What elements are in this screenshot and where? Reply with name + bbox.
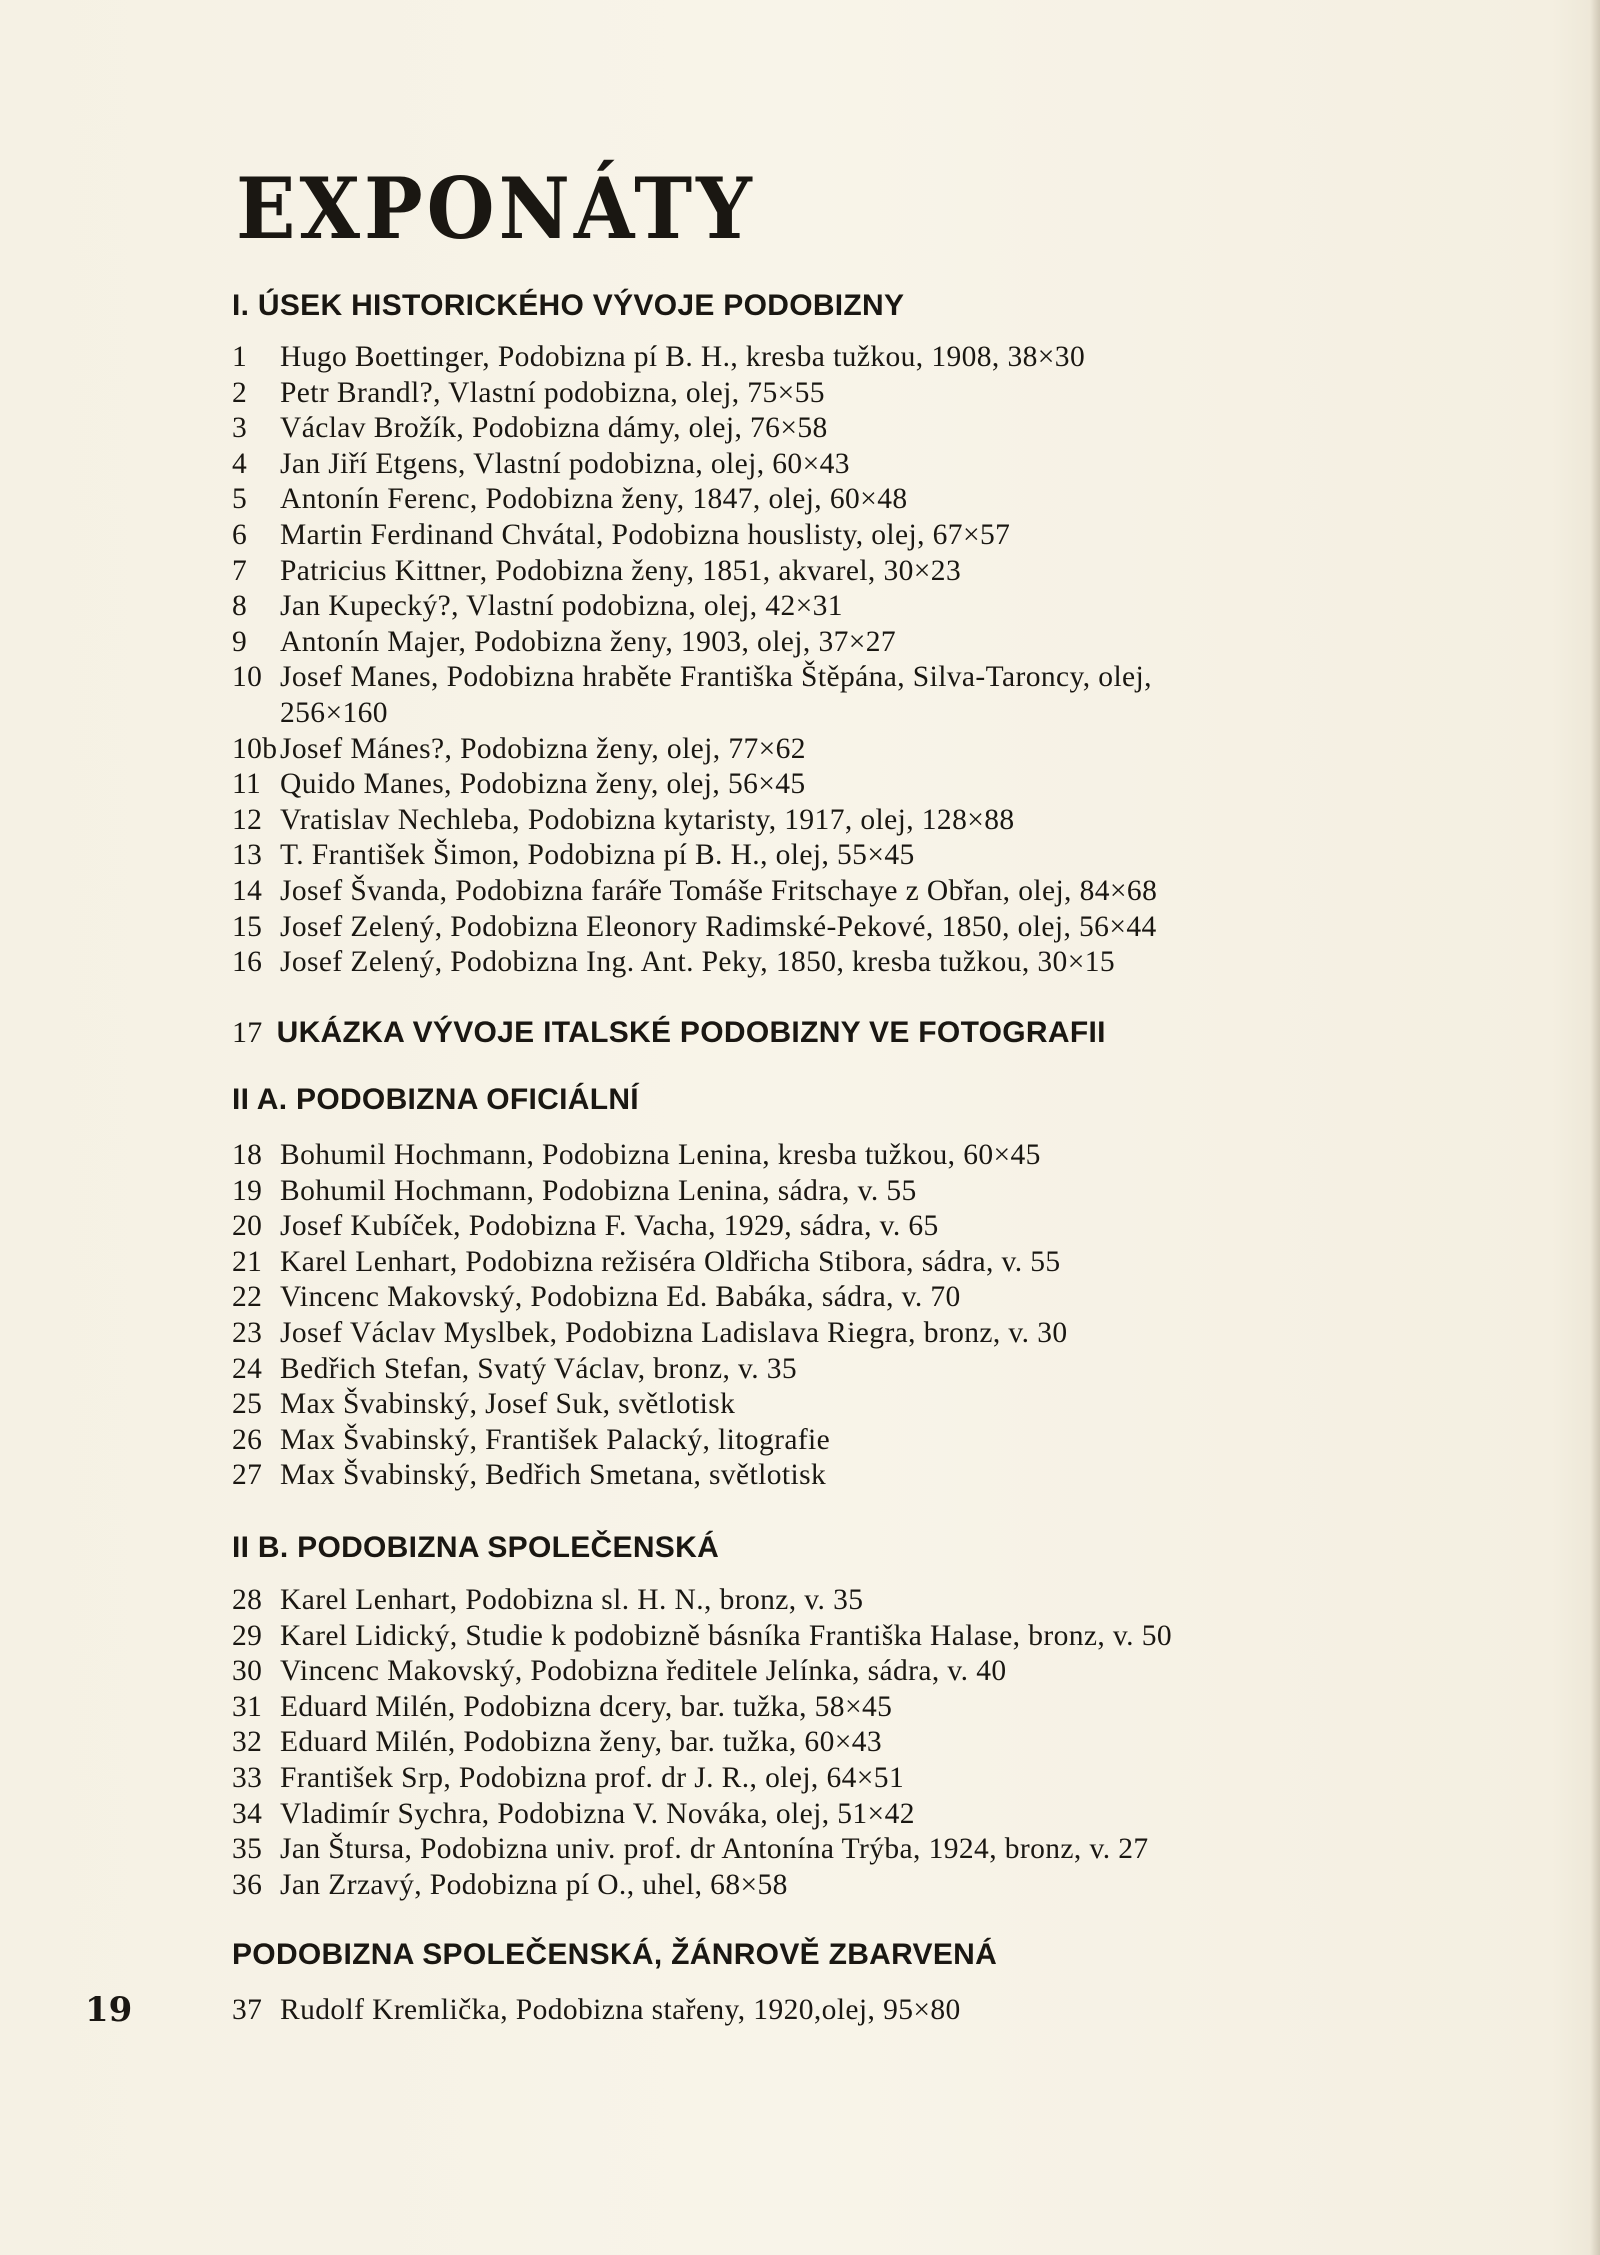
exhibit-entry <box>232 1209 1068 1245</box>
exhibit-entry <box>232 482 1157 518</box>
page-title: EXPONÁTY <box>236 160 756 259</box>
exhibit-number: 13 <box>232 839 263 872</box>
exhibit-description: Patricius Kittner, Podobizna ženy, 1851, akvarel, 30×23 <box>280 554 962 587</box>
exhibit-description: Karel Lenhart, Podobizna sl. H. N., bronz, v. 35 <box>280 1584 864 1616</box>
exhibit-number: 12 <box>232 803 263 836</box>
exhibit-number: 29 <box>232 1619 263 1652</box>
exhibit-number: 31 <box>232 1690 263 1723</box>
exhibit-description: Max Švabinský, František Palacký, litografie <box>280 1423 831 1456</box>
exhibit-entry <box>232 660 1157 731</box>
section-heading-official: II A. PODOBIZNA OFICIÁLNÍ <box>232 1083 639 1116</box>
section-heading-historical: I. ÚSEK HISTORICKÉHO VÝVOJE PODOBIZNY <box>232 289 905 322</box>
exhibit-description: T. František Šimon, Podobizna pí B. H., olej, 55×45 <box>280 839 915 872</box>
section-number: 17 <box>232 1016 263 1049</box>
exhibit-number: 11 <box>232 768 262 801</box>
exhibit-number: 2 <box>232 376 248 409</box>
exhibit-number: 36 <box>232 1868 263 1901</box>
exhibit-number: 5 <box>232 483 248 516</box>
exhibit-entry <box>232 1690 1172 1726</box>
exhibit-entry <box>232 518 1157 554</box>
exhibit-number: 4 <box>232 447 248 480</box>
exhibit-entry <box>232 803 1157 839</box>
exhibit-entry <box>232 1725 1172 1761</box>
exhibit-number: 3 <box>232 412 248 445</box>
exhibit-entry <box>232 554 1157 590</box>
exhibit-description: Vincenc Makovský, Podobizna ředitele Jelínka, sádra, v. 40 <box>280 1655 1007 1688</box>
exhibit-number: 28 <box>232 1584 263 1616</box>
exhibit-description: Josef Mánes?, Podobizna ženy, olej, 77×62 <box>280 732 806 765</box>
exhibit-number: 16 <box>232 946 263 979</box>
exhibit-entry <box>232 1316 1068 1352</box>
exhibit-number: 33 <box>232 1761 263 1794</box>
exhibit-description: Quido Manes, Podobizna ženy, olej, 56×45 <box>280 768 806 801</box>
exhibit-description: Bohumil Hochmann, Podobizna Lenina, sádra, v. 55 <box>280 1174 917 1207</box>
exhibit-number: 1 <box>232 341 248 373</box>
page-edge-shadow <box>1590 0 1600 2255</box>
exhibit-description: Jan Zrzavý, Podobizna pí O., uhel, 68×58 <box>280 1868 788 1901</box>
exhibit-entry <box>232 732 1157 768</box>
exhibit-entry <box>232 838 1157 874</box>
exhibit-description: Jan Kupecký?, Vlastní podobizna, olej, 42×31 <box>280 590 843 623</box>
exhibit-entry <box>232 376 1157 412</box>
exhibit-entry <box>232 411 1157 447</box>
exhibit-number: 27 <box>232 1459 263 1492</box>
exhibit-number: 37 <box>232 1994 263 2026</box>
exhibit-number: 20 <box>232 1210 263 1243</box>
list-historical <box>232 340 1157 981</box>
exhibit-entry <box>232 1280 1068 1316</box>
exhibit-number: 6 <box>232 518 248 551</box>
exhibit-entry <box>232 1797 1172 1833</box>
exhibit-description: Martin Ferdinand Chvátal, Podobizna houslisty, olej, 67×57 <box>280 518 1011 551</box>
exhibit-entry <box>232 945 1157 981</box>
exhibit-description-continuation: 256×160 <box>280 696 388 729</box>
exhibit-description: Jan Jiří Etgens, Vlastní podobizna, olej, 60×43 <box>280 447 850 480</box>
exhibit-entry <box>232 1654 1172 1690</box>
list-genre <box>232 1993 961 2029</box>
exhibit-number: 22 <box>232 1281 263 1314</box>
exhibit-entry <box>232 910 1157 946</box>
exhibit-description: Josef Švanda, Podobizna faráře Tomáše Fritschaye z Obřan, olej, 84×68 <box>280 874 1158 907</box>
exhibit-description: Karel Lidický, Studie k podobizně básníka Františka Halase, bronz, v. 50 <box>280 1619 1173 1652</box>
exhibit-number: 14 <box>232 874 263 907</box>
exhibit-description: Jan Štursa, Podobizna univ. prof. dr Antonína Trýba, 1924, bronz, v. 27 <box>280 1833 1149 1866</box>
exhibit-description: Max Švabinský, Josef Suk, světlotisk <box>280 1388 736 1421</box>
page-number: 19 <box>85 1990 133 2030</box>
exhibit-description: Karel Lenhart, Podobizna režiséra Oldřicha Stibora, sádra, v. 55 <box>280 1245 1061 1278</box>
exhibit-description: Josef Zelený, Podobizna Eleonory Radimské-Pekové, 1850, olej, 56×44 <box>280 910 1157 943</box>
exhibit-description: Bedřich Stefan, Svatý Václav, bronz, v. 35 <box>280 1352 798 1385</box>
exhibit-number: 30 <box>232 1655 263 1688</box>
section-heading-social: II B. PODOBIZNA SPOLEČENSKÁ <box>232 1531 720 1564</box>
list-social <box>232 1583 1172 1903</box>
exhibit-entry <box>232 589 1157 625</box>
exhibit-description: Vratislav Nechleba, Podobizna kytaristy, 1917, olej, 128×88 <box>280 803 1015 836</box>
exhibit-entry <box>232 1868 1172 1904</box>
exhibit-description: Vladimír Sychra, Podobizna V. Nováka, olej, 51×42 <box>280 1797 915 1830</box>
exhibit-entry <box>232 1423 1068 1459</box>
exhibit-entry <box>232 874 1157 910</box>
exhibit-number: 10b <box>232 732 278 765</box>
exhibit-number: 26 <box>232 1423 263 1456</box>
exhibit-entry <box>232 1387 1068 1423</box>
exhibit-number: 21 <box>232 1245 263 1278</box>
exhibit-number: 25 <box>232 1388 263 1421</box>
exhibit-description: Petr Brandl?, Vlastní podobizna, olej, 75×55 <box>280 376 825 409</box>
exhibit-entry <box>232 1458 1068 1494</box>
exhibit-description: Vincenc Makovský, Podobizna Ed. Babáka, sádra, v. 70 <box>280 1281 961 1314</box>
exhibit-description: Antonín Ferenc, Podobizna ženy, 1847, olej, 60×48 <box>280 483 908 516</box>
exhibit-description: Josef Manes, Podobizna hraběte Františka Štěpána, Silva-Taroncy, olej, <box>280 661 1152 694</box>
exhibit-number: 10 <box>232 661 263 694</box>
exhibit-description: Hugo Boettinger, Podobizna pí B. H., kresba tužkou, 1908, 38×30 <box>280 341 1086 373</box>
exhibit-description: Antonín Majer, Podobizna ženy, 1903, olej, 37×27 <box>280 625 897 658</box>
exhibit-description: Václav Brožík, Podobizna dámy, olej, 76×58 <box>280 412 828 445</box>
exhibit-entry <box>232 1174 1068 1210</box>
exhibit-entry <box>232 1993 961 2029</box>
exhibit-description: František Srp, Podobizna prof. dr J. R., olej, 64×51 <box>280 1761 905 1794</box>
exhibit-entry <box>232 1138 1068 1174</box>
exhibit-number: 9 <box>232 625 248 658</box>
exhibit-number: 34 <box>232 1797 263 1830</box>
exhibit-number: 24 <box>232 1352 263 1385</box>
exhibit-entry <box>232 1583 1172 1619</box>
exhibit-entry <box>232 625 1157 661</box>
exhibit-entry <box>232 767 1157 803</box>
section-title: UKÁZKA VÝVOJE ITALSKÉ PODOBIZNY VE FOTOGRAFII <box>276 1016 1106 1049</box>
exhibit-description: Josef Kubíček, Podobizna F. Vacha, 1929, sádra, v. 65 <box>280 1210 939 1243</box>
section-heading-genre: PODOBIZNA SPOLEČENSKÁ, ŽÁNROVĚ ZBARVENÁ <box>232 1938 998 1971</box>
section-heading-italian-photo <box>232 1015 1106 1051</box>
exhibit-description: Josef Zelený, Podobizna Ing. Ant. Peky, 1850, kresba tužkou, 30×15 <box>280 946 1116 979</box>
exhibit-description: Max Švabinský, Bedřich Smetana, světlotisk <box>280 1459 827 1492</box>
exhibit-entry <box>232 1832 1172 1868</box>
exhibit-description: Bohumil Hochmann, Podobizna Lenina, kresba tužkou, 60×45 <box>280 1139 1041 1171</box>
exhibit-description: Josef Václav Myslbek, Podobizna Ladislava Riegra, bronz, v. 30 <box>280 1316 1068 1349</box>
list-official <box>232 1138 1068 1494</box>
exhibit-number: 8 <box>232 590 248 623</box>
exhibit-entry <box>232 1245 1068 1281</box>
exhibit-entry <box>232 1352 1068 1388</box>
exhibit-entry <box>232 1619 1172 1655</box>
exhibit-description: Rudolf Kremlička, Podobizna stařeny, 1920,olej, 95×80 <box>280 1994 961 2026</box>
exhibit-number: 23 <box>232 1316 263 1349</box>
exhibit-entry <box>232 1761 1172 1797</box>
exhibit-entry <box>232 447 1157 483</box>
exhibit-number: 32 <box>232 1726 263 1759</box>
exhibit-entry <box>232 340 1157 376</box>
exhibit-number: 19 <box>232 1174 263 1207</box>
exhibit-description: Eduard Milén, Podobizna dcery, bar. tužka, 58×45 <box>280 1690 893 1723</box>
exhibit-number: 18 <box>232 1139 263 1171</box>
exhibit-number: 35 <box>232 1833 263 1866</box>
exhibit-number: 15 <box>232 910 263 943</box>
exhibit-number: 7 <box>232 554 248 587</box>
exhibit-description: Eduard Milén, Podobizna ženy, bar. tužka, 60×43 <box>280 1726 883 1759</box>
